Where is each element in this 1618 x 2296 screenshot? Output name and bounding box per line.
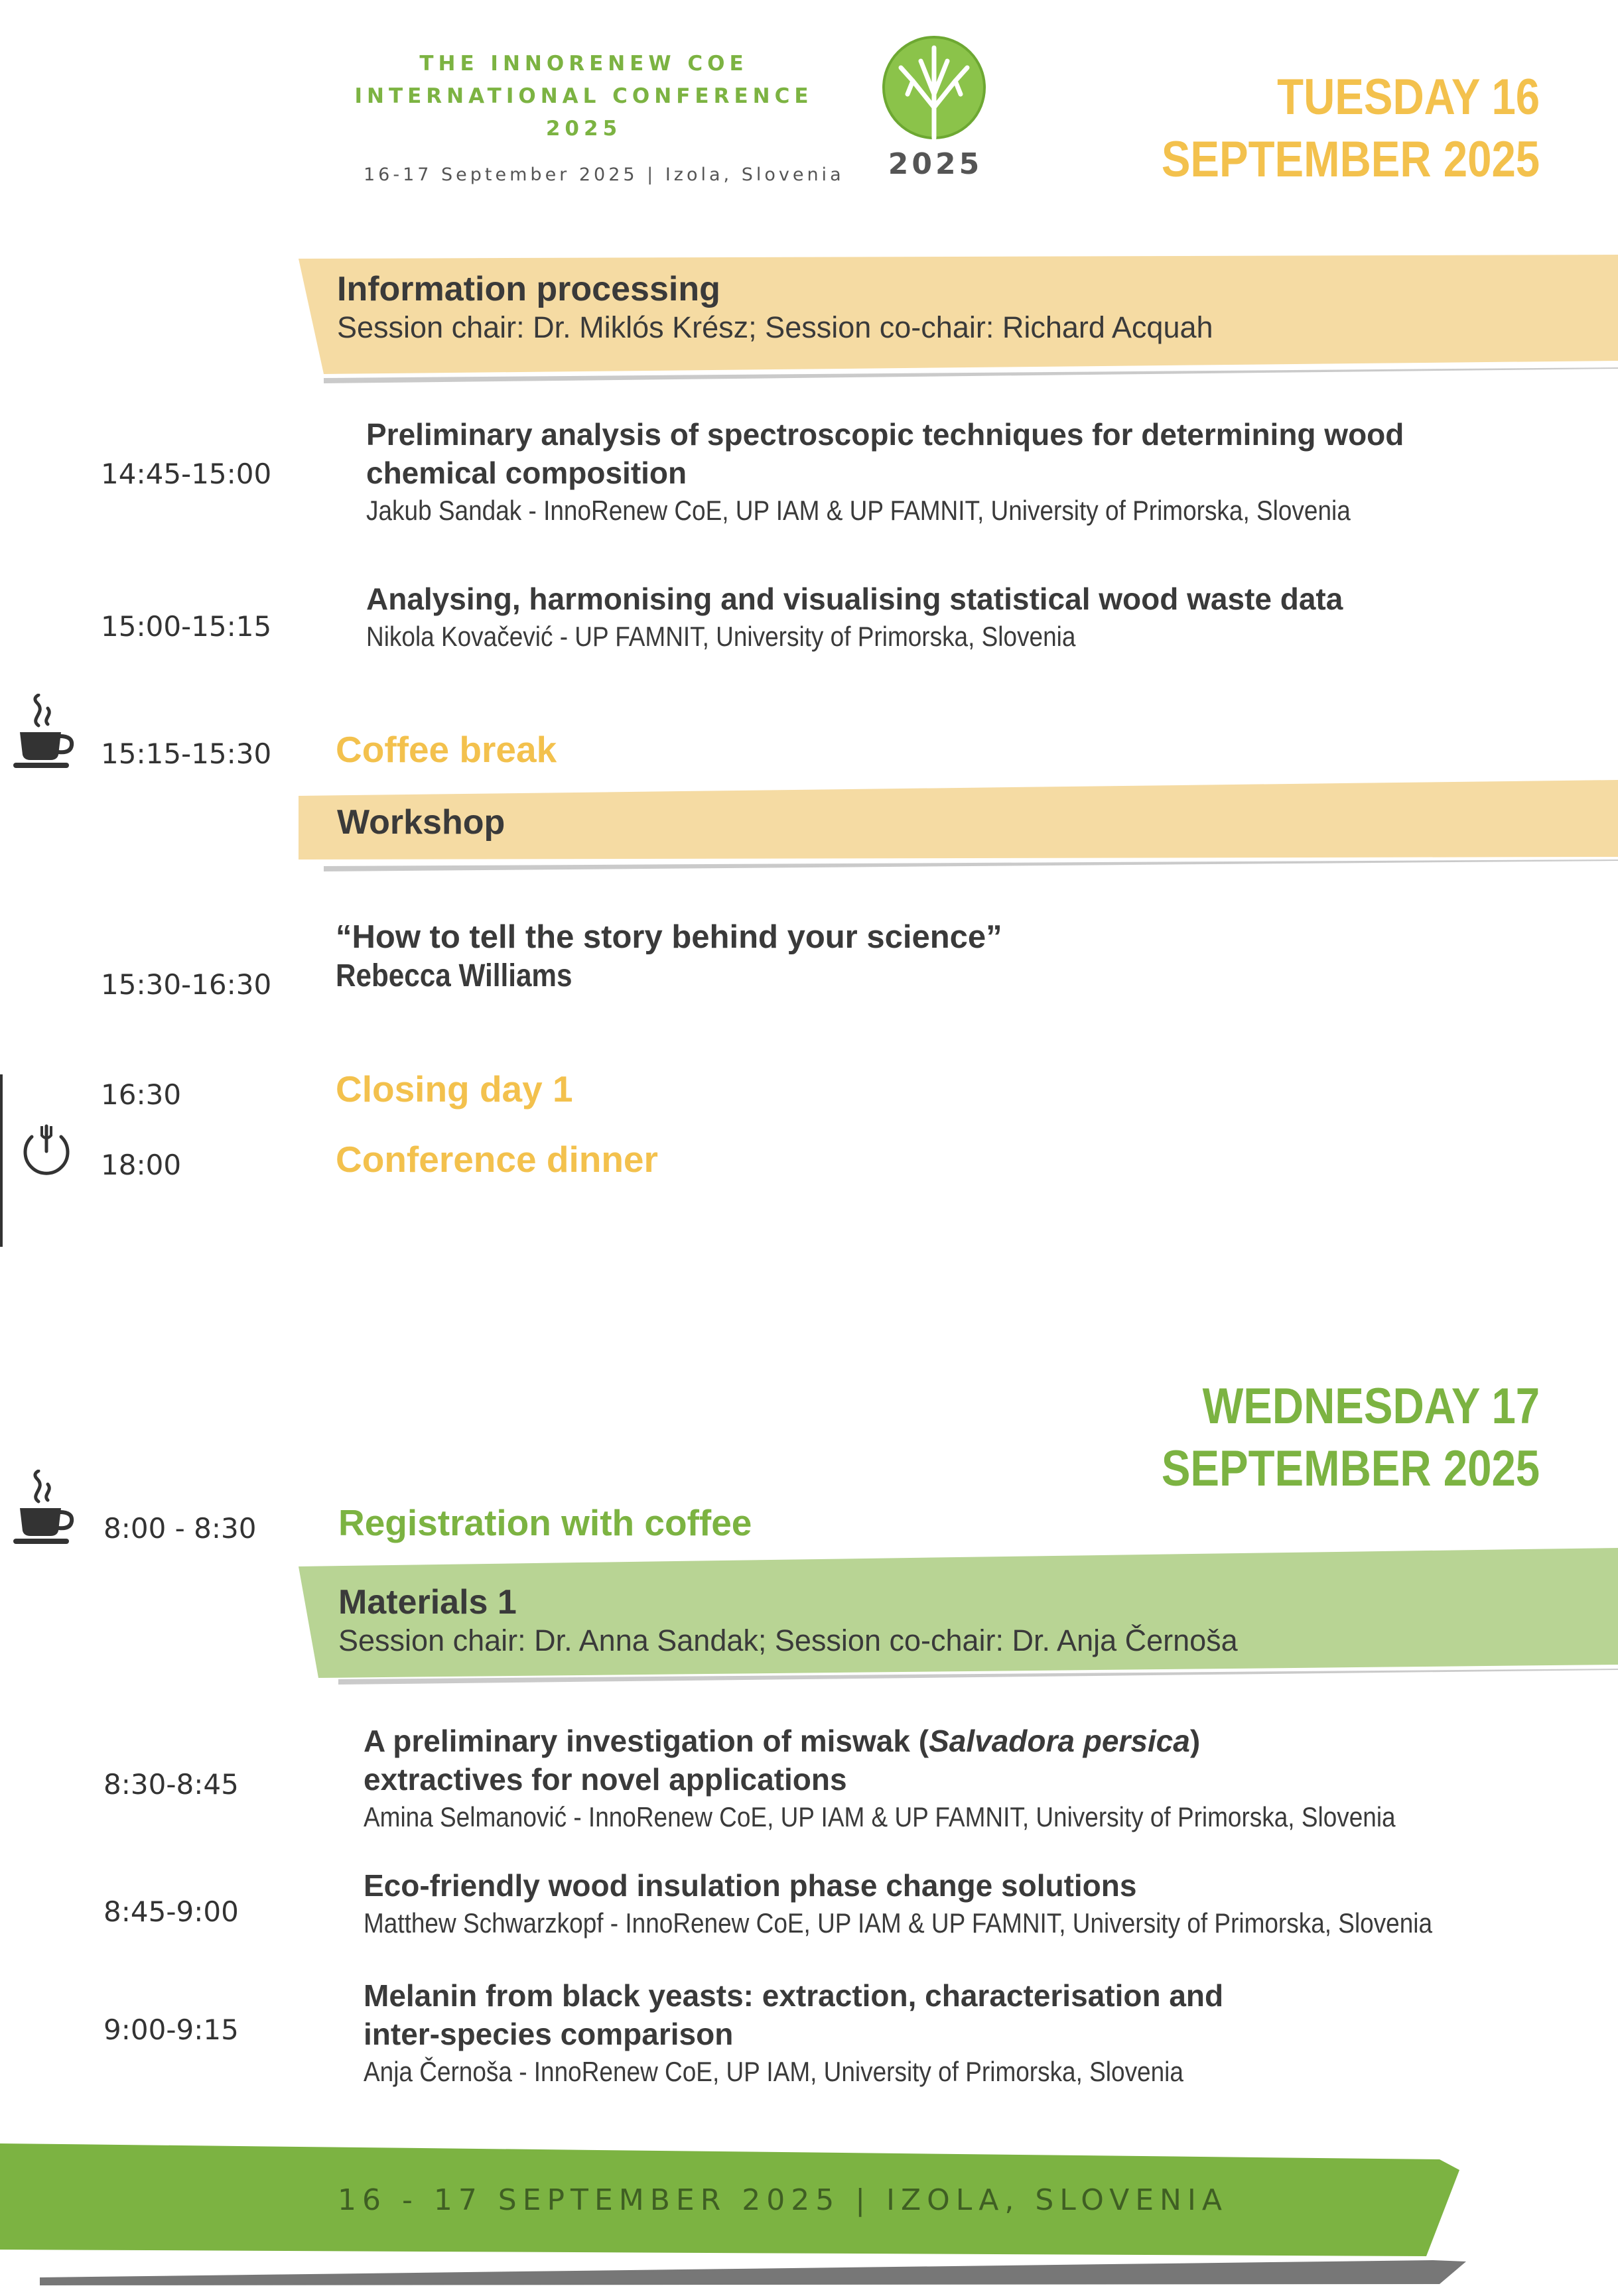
talk-title: Eco-friendly wood insulation phase change solutions [364, 1868, 1137, 1903]
session-title: Information processing [337, 270, 720, 308]
closing-time: 16:30 [101, 1078, 182, 1111]
talk-author: Amina Selmanović - InnoRenew CoE, UP IAM & UP FAMNIT, University of Primorska, Slovenia [364, 1801, 1396, 1832]
talk-time: 15:00-15:15 [101, 610, 272, 643]
day1-heading [1162, 66, 1540, 191]
workshop-item [336, 918, 1002, 996]
coffee-time: 15:15-15:30 [101, 737, 272, 770]
workshop-speaker: Rebecca Williams [336, 958, 573, 993]
session-chair: Session chair: Dr. Anna Sandak; Session co-chair: Dr. Anja Černoša [338, 1624, 1238, 1657]
talk-title-line-2: extractives for novel applications [364, 1762, 847, 1797]
day2-heading [1162, 1375, 1540, 1500]
workshop-title: Workshop [337, 803, 506, 842]
talk-time: 8:30-8:45 [103, 1768, 239, 1801]
talk-author: Matthew Schwarzkopf - InnoRenew CoE, UP IAM & UP FAMNIT, University of Primorska, Slovenia [364, 1907, 1433, 1939]
talk-title-line-1: Melanin from black yeasts: extraction, characterisation and [364, 1978, 1224, 2013]
conference-title [345, 48, 823, 145]
talk-item [366, 580, 1580, 655]
workshop-time: 15:30-16:30 [101, 968, 272, 1001]
dinner-clock-icon [20, 1121, 73, 1180]
talk-time: 8:45-9:00 [103, 1895, 239, 1928]
edge-mark [0, 1074, 3, 1247]
conference-title-line-3: 2025 [545, 117, 622, 141]
registration-time: 8:00 - 8:30 [103, 1512, 257, 1545]
day2-heading-line-1: WEDNESDAY 17 [1202, 1378, 1540, 1435]
coffee-break-label: Coffee break [336, 729, 557, 770]
talk-title-species: Salvadora persica [929, 1724, 1190, 1758]
footer-text: 16 - 17 SEPTEMBER 2025 | IZOLA, SLOVENIA [337, 2183, 1228, 2217]
session-banner-workshop [299, 780, 1618, 879]
talk-time: 9:00-9:15 [103, 2013, 239, 2046]
session-banner-materials-1 [299, 1548, 1618, 1687]
talk-title-line-1: Preliminary analysis of spectroscopic techniques for determining wood [366, 417, 1404, 452]
session-title: Materials 1 [338, 1583, 517, 1622]
tree-logo-icon [881, 34, 987, 141]
talk-title-line-1 [364, 1722, 1578, 1760]
closing-label: Closing day 1 [336, 1068, 573, 1110]
talk-item [364, 1722, 1578, 1836]
talk-item [364, 1976, 1578, 2090]
session-chair: Session chair: Dr. Miklós Krész; Session co-chair: Richard Acquah [337, 310, 1213, 344]
talk-title-text-end: ) [1189, 1724, 1201, 1758]
dinner-time: 18:00 [101, 1149, 182, 1181]
talk-time: 14:45-15:00 [101, 458, 272, 490]
talk-title: Analysing, harmonising and visualising statistical wood waste data [366, 582, 1343, 616]
dinner-label: Conference dinner [336, 1139, 658, 1180]
day2-heading-line-2: SEPTEMBER 2025 [1161, 1440, 1540, 1497]
day1-heading-line-1: TUESDAY 16 [1277, 69, 1540, 125]
session-banner-information-processing [299, 255, 1618, 387]
talk-author: Nikola Kovačević - UP FAMNIT, University of Primorska, Slovenia [366, 621, 1076, 652]
talk-author: Jakub Sandak - InnoRenew CoE, UP IAM & UP FAMNIT, University of Primorska, Slovenia [366, 495, 1351, 526]
conference-subtitle: 16-17 September 2025 | Izola, Slovenia [364, 164, 844, 185]
logo-year: 2025 [888, 147, 983, 181]
talk-title-text: A preliminary investigation of miswak ( [364, 1724, 929, 1758]
talk-author: Anja Černoša - InnoRenew CoE, UP IAM, University of Primorska, Slovenia [364, 2056, 1183, 2087]
coffee-cup-icon [9, 1470, 76, 1549]
conference-title-line-1: THE INNORENEW COE [419, 52, 748, 76]
conference-title-line-2: INTERNATIONAL CONFERENCE [354, 84, 813, 108]
talk-item [366, 415, 1580, 529]
workshop-talk-title: “How to tell the story behind your science” [336, 919, 1002, 955]
day1-heading-line-2: SEPTEMBER 2025 [1161, 131, 1540, 188]
coffee-cup-icon [9, 694, 76, 773]
talk-title-line-2: chemical composition [366, 456, 687, 490]
registration-label: Registration with coffee [338, 1502, 752, 1543]
talk-item [364, 1866, 1578, 1942]
talk-title-line-2: inter-species comparison [364, 2017, 734, 2051]
